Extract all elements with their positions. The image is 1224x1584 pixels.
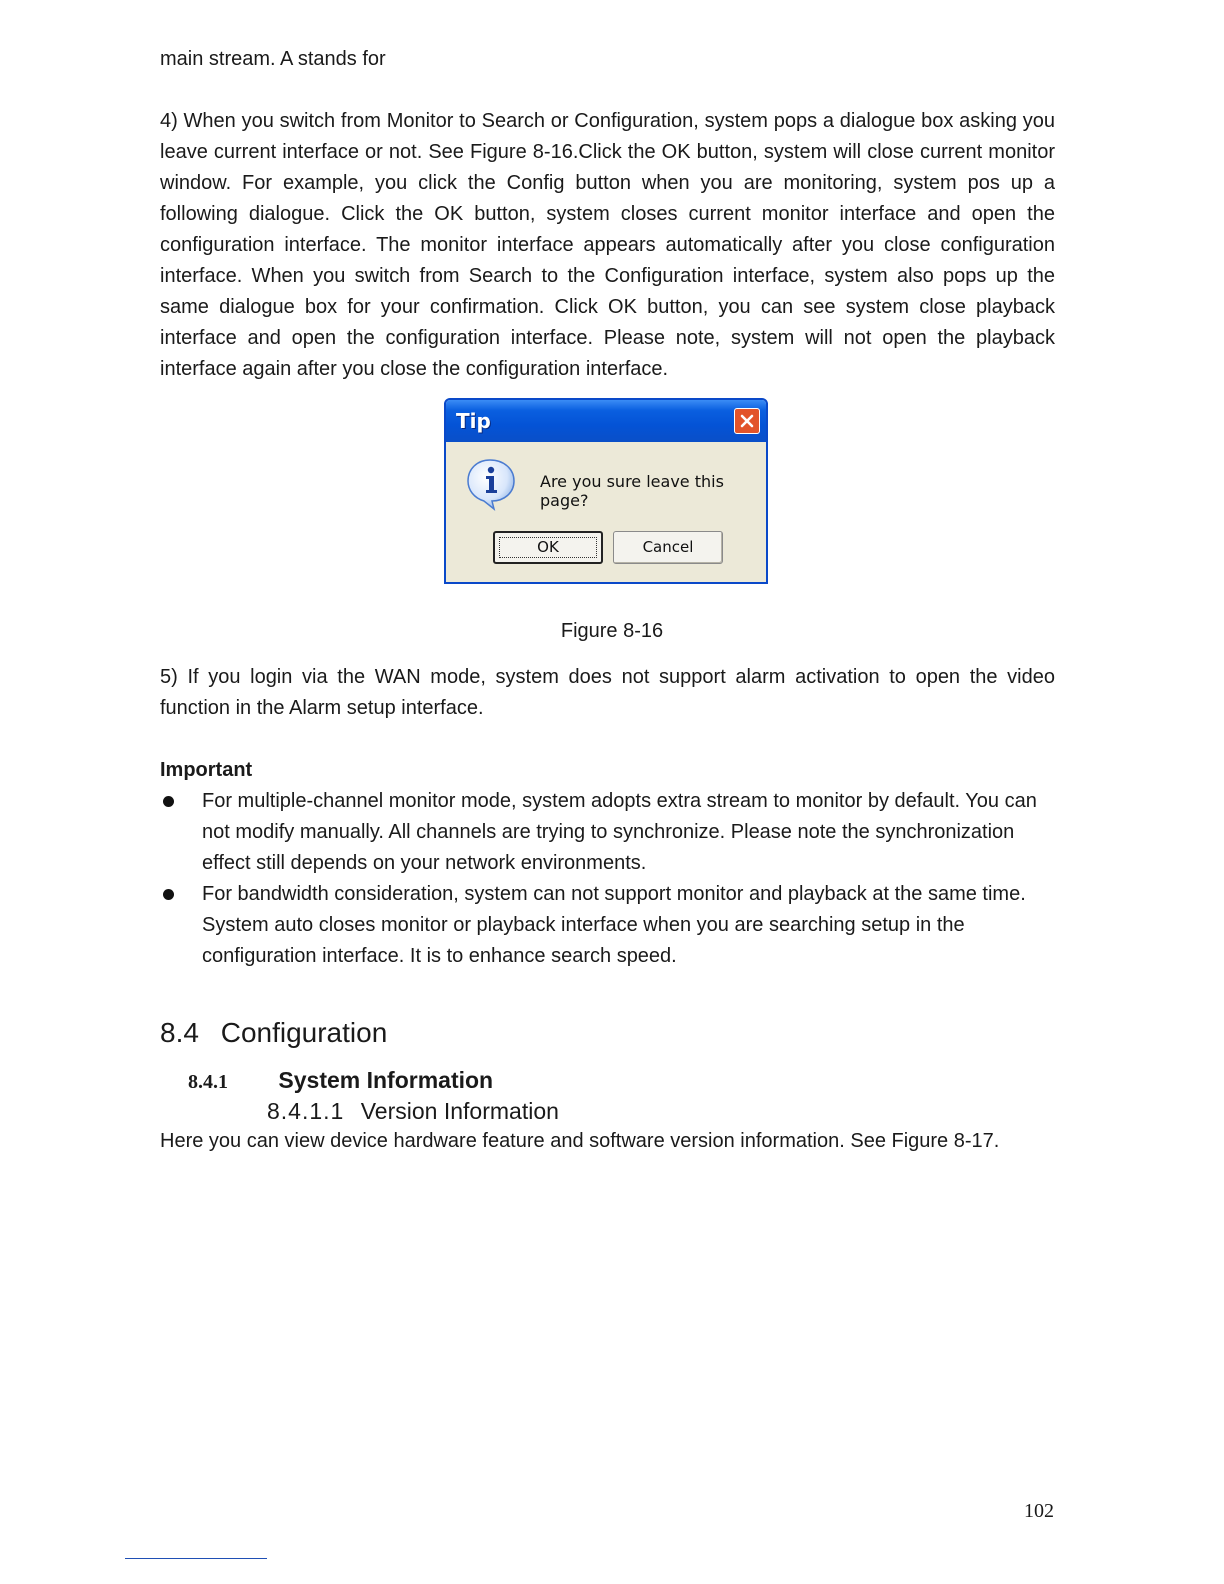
focus-ring xyxy=(499,537,597,558)
list-item xyxy=(160,879,1060,972)
section-title: Configuration xyxy=(220,1017,388,1048)
important-list xyxy=(160,786,1060,972)
ok-button[interactable] xyxy=(493,531,603,564)
page-number: 102 xyxy=(1024,1500,1054,1522)
subsubsection-number: 8.4.1.1 xyxy=(267,1098,345,1124)
info-icon xyxy=(464,456,520,517)
paragraph-5: 5) If you login via the WAN mode, system does not support alarm activation to open the video function in the Alarm setup interface. xyxy=(160,666,1055,719)
cancel-button-label: Cancel xyxy=(642,538,694,556)
bullet-icon xyxy=(163,796,174,807)
list-item xyxy=(160,786,1060,879)
subsection-title: System Information xyxy=(278,1067,494,1093)
subsubsection-title: Version Information xyxy=(360,1098,559,1124)
tip-dialog xyxy=(444,398,768,584)
dialog-title: Tip xyxy=(456,409,491,433)
paragraph-4: 4) When you switch from Monitor to Search or Configuration, system pops a dialogue box asking you leave current interface or not. See Figure 8-16.Click the OK button, system will close current monitor window. For example, you click the Config button when you are monitoring, system pos up a following dialogue. Click the OK button, system closes current monitor interface and open the configuration interface. The monitor interface appears automatically after you close configuration interface. When you switch from Search to the Configuration interface, system also pops up the same dialogue box for your confirmation. Click OK button, you can see system close playback interface and open the configuration interface. Please note, system will not open the playback interface again after you close the configuration interface. xyxy=(160,110,1055,380)
close-icon[interactable] xyxy=(734,408,760,434)
last-paragraph: Here you can view device hardware feature and software version information. See Figure 8-17. xyxy=(160,1130,1000,1152)
footer-divider xyxy=(125,1558,267,1559)
section-number: 8.4 xyxy=(160,1017,199,1048)
bullet-text: For bandwidth consideration, system can not support monitor and playback at the same time. System auto closes monitor or playback interface when you are searching setup in the configuration interface. It is to enhance search speed. xyxy=(202,883,1026,967)
dialog-message: Are you sure leave this page? xyxy=(540,472,724,510)
bullet-icon xyxy=(163,889,174,900)
subsection-heading xyxy=(188,1064,493,1098)
important-heading: Important xyxy=(160,759,253,781)
ok-button-label: OK xyxy=(537,538,559,556)
top-fragment: main stream. A stands for xyxy=(160,48,386,70)
subsection-number: 8.4.1 xyxy=(188,1071,228,1093)
section-heading xyxy=(160,1013,387,1053)
subsubsection-heading xyxy=(267,1095,559,1127)
dialog-titlebar[interactable] xyxy=(446,400,766,442)
cancel-button[interactable] xyxy=(613,531,723,564)
bullet-text: For multiple-channel monitor mode, system adopts extra stream to monitor by default. You can not modify manually. All channels are trying to synchronize. Please note the synchronization effect still depends on your network environments. xyxy=(202,790,1037,874)
figure-caption: Figure 8-16 xyxy=(560,620,664,642)
